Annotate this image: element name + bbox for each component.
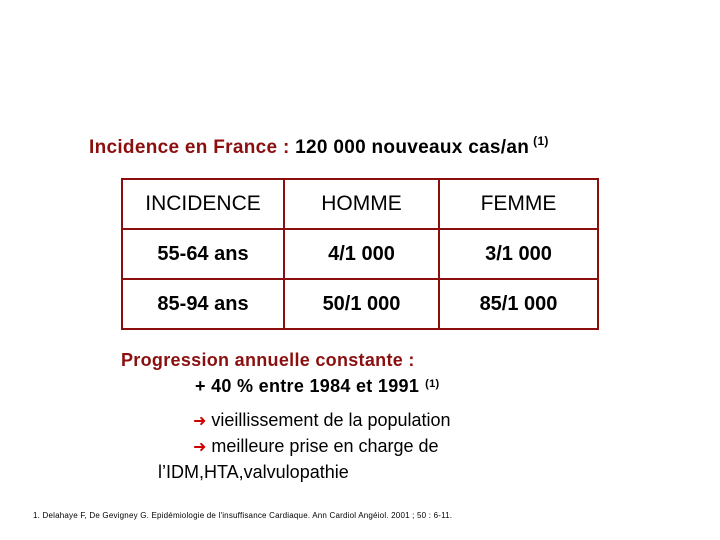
progression-value-text: + 40 % entre 1984 et 1991 (195, 376, 420, 396)
incidence-table (121, 178, 599, 330)
cell-femme: 3/1 000 (439, 229, 598, 279)
cell-homme: 4/1 000 (284, 229, 439, 279)
bullet-text: meilleure prise en charge de (211, 436, 439, 456)
header-femme: FEMME (439, 179, 598, 229)
list-item (158, 408, 451, 434)
progression-value (121, 373, 440, 399)
table-row (122, 279, 598, 329)
bullet-list (158, 408, 451, 484)
list-item (158, 434, 451, 460)
headline (89, 134, 549, 159)
cell-femme: 85/1 000 (439, 279, 598, 329)
progression-block (121, 347, 440, 399)
right-arrow-icon: ➜ (193, 439, 207, 456)
bullet-continuation: l’IDM,HTA,valvulopathie (158, 462, 349, 482)
bullet-text: vieillissement de la population (211, 410, 451, 430)
header-incidence: INCIDENCE (122, 179, 284, 229)
table-row (122, 229, 598, 279)
right-arrow-icon: ➜ (193, 413, 207, 430)
table-header-row (122, 179, 598, 229)
headline-value: 120 000 nouveaux cas/an (295, 137, 530, 158)
header-homme: HOMME (284, 179, 439, 229)
cell-age-group: 85-94 ans (122, 279, 284, 329)
cell-homme: 50/1 000 (284, 279, 439, 329)
cell-age-group: 55-64 ans (122, 229, 284, 279)
progression-ref: (1) (425, 378, 440, 390)
headline-ref: (1) (533, 134, 549, 148)
headline-prefix: Incidence en France : (89, 137, 296, 158)
progression-title: Progression annuelle constante : (121, 350, 415, 370)
reference-footnote: 1. Delahaye F, De Gevigney G. Epidémiologie de l'insuffisance Cardiaque. Ann Cardiol Angéiol. 2001 ; 50 : 6-11. (33, 511, 453, 520)
